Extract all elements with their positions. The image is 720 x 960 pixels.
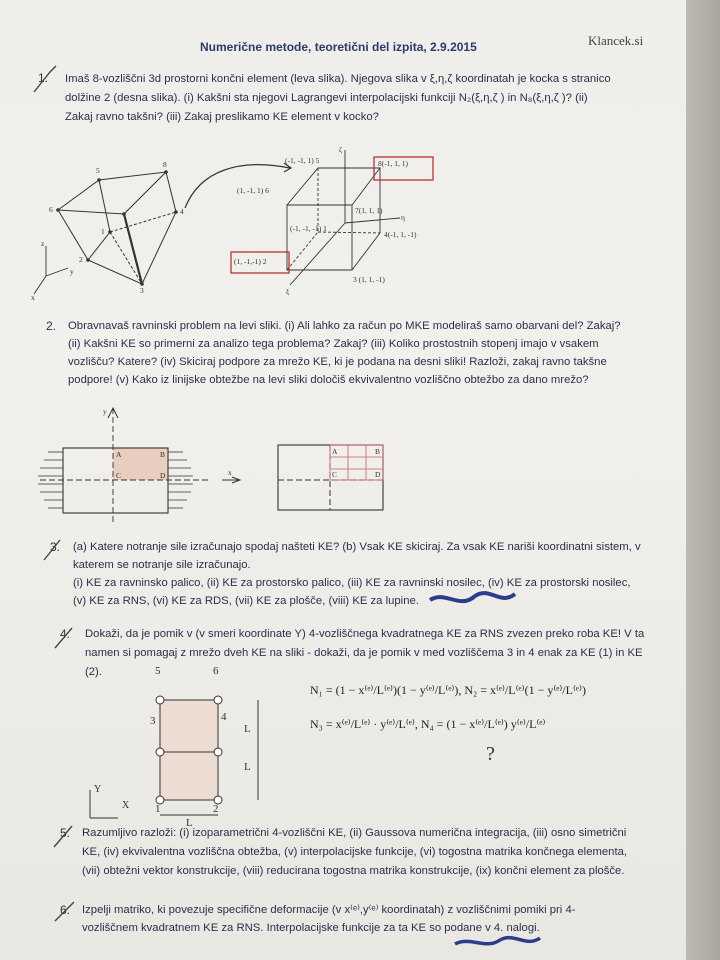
q2-line-4: podpore! (v) Kako iz linijske obtežbe na levi sliki določiš ekvivalentno vozliščno obtežbo za dano mrežo? [68, 374, 589, 386]
shape-function-eq-1: N₁ = (1 − x⁽ᵉ⁾/L⁽ᵉ⁾)(1 − y⁽ᵉ⁾/L⁽ᵉ⁾), N₂ = x⁽ᵉ⁾/L⁽ᵉ⁾(1 − y⁽ᵉ⁾/L⁽ᵉ⁾) [310, 683, 586, 697]
q2-line-2: (ii) Kakšni KE so primerni za analizo tega problema? Zakaj? (iii) Koliko prostostnih stopenj imajo v vsakem [68, 338, 599, 350]
q1-left-nodes [56, 170, 178, 286]
ink-scribble [430, 593, 515, 601]
checkmarks [34, 66, 74, 921]
cube-node-5: (-1, -1, 1) 5 [285, 156, 320, 165]
ink-scribble-bottom [455, 938, 540, 944]
node-2-label: 2 [213, 803, 219, 815]
shape-function-eq-2: N₃ = x⁽ᵉ⁾/L⁽ᵉ⁾ · y⁽ᵉ⁾/L⁽ᵉ⁾, N₄ = (1 − x⁽ᵉ⁾/L⁽ᵉ⁾) y⁽ᵉ⁾/L⁽ᵉ⁾ [310, 717, 546, 731]
q5-line-1: Razumljivo razloži: (i) izoparametrični 4-vozliščni KE, (ii) Gaussova numerična integracija, (iii) osno simetrični [82, 827, 627, 839]
q1-line-3: Zakaj ravno takšni? (iii) Zakaj preslikamo KE element v kocko? [65, 111, 379, 123]
q4-line-1: Dokaži, da je pomik v (v smeri koordinate Y) 4-vozliščnega kvadratnega KE za RNS zvezen preko roba KE! V ta [85, 628, 645, 640]
q1-left-element [58, 172, 176, 284]
cube-node-8: 8(-1, 1, 1) [378, 159, 408, 168]
q5-number: 5. [60, 826, 71, 840]
node-label: 4 [180, 207, 184, 216]
node-label: 5 [96, 166, 100, 175]
q2-line-3: vozlišču? Katere? (iv) Skiciraj podpore za mrežo KE, ki je podana na desni sliki! Razloži, zakaj ravno takšne [68, 356, 607, 368]
q1-line-2: dolžine 2 (desna slika). (i) Kakšni sta njegovi Lagrangevi interpolacijski funkciji N₂(ξ,η,ζ ) in N₈(ξ,η,ζ )? (ii) [65, 92, 588, 104]
point-c-label: C [116, 471, 122, 480]
axis-label: y [70, 267, 74, 276]
q6-line-1: Izpelji matriko, ki povezuje specifične deformacije (v x⁽ᵉ⁾,y⁽ᵉ⁾ koordinatah) z vozliščnimi pomiki pri 4- [82, 904, 576, 916]
axis-label: z [41, 239, 45, 248]
q2-mesh-figure [278, 445, 383, 510]
length-label-bottom: L [186, 817, 193, 829]
q6-number: 6. [60, 903, 71, 917]
cube-node-3: 3 (1, 1, -1) [353, 275, 385, 284]
element-1 [160, 752, 218, 800]
node-label: 1 [101, 227, 105, 236]
node-6-label: 6 [213, 665, 219, 677]
axis-label: x [31, 293, 35, 302]
x-axis-label: x [228, 468, 232, 477]
q3-number: 3. [50, 540, 61, 554]
node-label: 6 [49, 205, 53, 214]
node-label: 3 [140, 286, 144, 295]
cube-node-7: 7(1, 1, 1) [355, 206, 383, 215]
mesh-point-b-label: B [375, 447, 381, 456]
q1-line-1: Imaš 8-vozliščni 3d prostorni končni element (leva slika). Njegova slika v ξ,η,ζ koordinatah je kocka s stranico [65, 73, 611, 85]
q5-line-3: (vii) obtežni vektor konstrukcije, (viii) reducirana togostna matrika konstrukcije, (ix) končni element za plošče. [82, 865, 625, 877]
q4-line-2: namen si pomagaj z mrežo dveh KE na sliki - dokaži, da je pomik v med vozliščema 3 in 4 enak za KE (1) in KE [85, 647, 643, 659]
q2-line-1: Obravnavaš ravninski problem na levi sliki. (i) Ali lahko za račun po MKE modeliraš samo obarvani del? Zakaj? [68, 320, 621, 332]
q6-line-2: vozliščnem kvadratnem KE za RNS. Interpolacijske funkcije za ta KE so podane v 4. nalogi. [82, 922, 540, 934]
q3-line-3: (i) KE za ravninsko palico, (ii) KE za prostorsko palico, (iii) KE za ravninski nosilec, (iv) KE za prostorski nosilec, [73, 577, 631, 589]
mesh-point-c-label: C [332, 470, 338, 479]
q4-figure [90, 665, 258, 829]
node-1-label: 1 [155, 803, 161, 815]
q1-left-labels [31, 160, 184, 302]
point-a-label: A [116, 450, 122, 459]
q3-line-2: katerem se notranje sile izračunajo. [73, 559, 251, 571]
zeta-axis-label: ζ [339, 145, 343, 154]
q1-left-axes [34, 246, 68, 294]
node-label: 8 [163, 160, 167, 169]
q2-number: 2. [46, 319, 57, 333]
eta-axis-label: η [401, 213, 405, 222]
point-b-label: B [160, 450, 166, 459]
q3-line-4: (v) KE za RNS, (vi) KE za RDS, (vii) KE za plošče, (viii) KE za lupine. [73, 595, 419, 607]
length-label-upper: L [244, 723, 251, 735]
element-2 [160, 700, 218, 752]
cube-node-1: (-1, -1, -1) 1 [290, 224, 327, 233]
q4-number: 4. [60, 627, 71, 641]
mesh-point-d-label: D [375, 470, 381, 479]
x-axis-label: X [122, 800, 130, 811]
xi-axis-label: ξ [286, 287, 290, 296]
q4-line-3: (2). [85, 666, 102, 678]
q3-line-1: (a) Katere notranje sile izračunajo spodaj našteti KE? (b) Vsak KE skiciraj. Za vsak KE nariši koordinatni sistem, v [73, 541, 641, 553]
length-label-lower: L [244, 761, 251, 773]
mesh-point-a-label: A [332, 447, 338, 456]
cube-node-2: (1, -1,-1) 2 [234, 257, 267, 266]
cube-node-4: 4(-1, 1, -1) [384, 230, 417, 239]
q1-number: 1. [38, 71, 49, 85]
point-d-label: D [160, 471, 166, 480]
y-axis-label: Y [94, 784, 102, 795]
node-3-label: 3 [150, 715, 156, 727]
watermark-site: Klancek.si [588, 33, 644, 48]
node-5-label: 5 [155, 665, 161, 677]
y-axis-label: y [103, 407, 107, 416]
q5-line-2: KE, (iv) ekvivalentna vozliščna obtežba, (v) interpolacijske funkcije, (vi) togostna matrika končnega elementa, [82, 846, 628, 858]
cube-node-6: (1, -1, 1) 6 [237, 186, 269, 195]
q2-left-figure [38, 407, 240, 525]
node-label: 2 [79, 255, 83, 264]
q1-cube-axes [290, 150, 400, 285]
q1-cube [287, 168, 380, 270]
handwritten-question-mark: ? [486, 743, 495, 765]
exam-title: Numerične metode, teoretični del izpita, 2.9.2015 [200, 40, 477, 54]
node-4-label: 4 [221, 711, 227, 723]
